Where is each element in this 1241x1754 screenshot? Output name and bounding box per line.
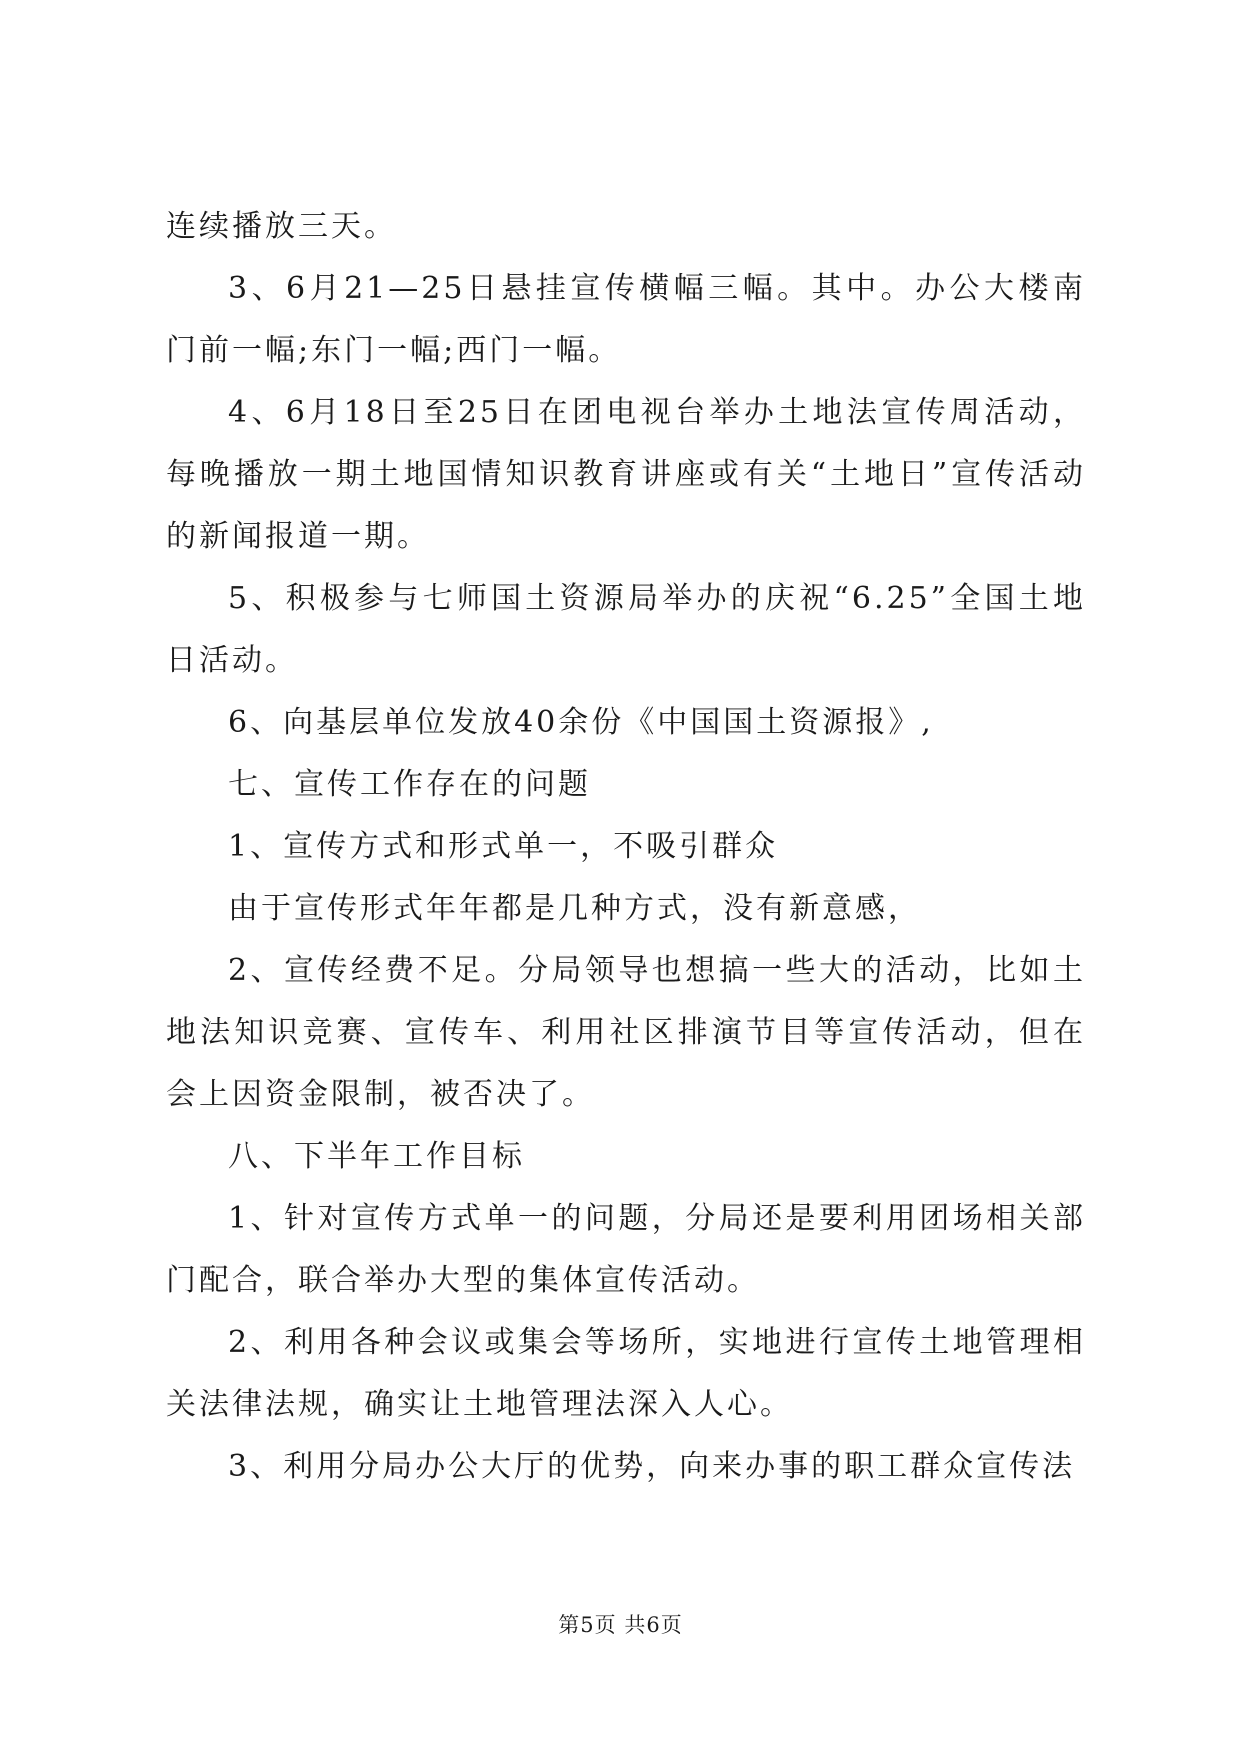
paragraph-1: 连续播放三天。	[166, 209, 397, 244]
section-heading-8: 八、下半年工作目标	[228, 1139, 525, 1174]
paragraph-4: 5、积极参与七师国土资源局举办的庆祝“6.25”全国土地日活动。	[166, 581, 1086, 678]
page-footer: 第5页 共6页	[558, 1613, 683, 1637]
paragraph-5: 6、向基层单位发放40余份《中国国土资源报》,	[228, 705, 934, 740]
paragraph-13: 3、利用分局办公大厅的优势，向来办事的职工群众宣传法	[228, 1449, 1076, 1484]
paragraph-3: 4、6月18日至25日在团电视台举办土地法宣传周活动，每晚播放一期土地国情知识教育讲座或有关“土地日”宣传活动的新闻报道一期。	[166, 395, 1086, 554]
paragraph-2: 3、6月21—25日悬挂宣传横幅三幅。其中。办公大楼南门前一幅;东门一幅;西门一幅。	[166, 271, 1086, 368]
document-body	[166, 196, 1086, 1498]
section-heading-7: 七、宣传工作存在的问题	[228, 767, 591, 802]
paragraph-9: 2、宣传经费不足。分局领导也想搞一些大的活动，比如土地法知识竞赛、宣传车、利用社区排演节目等宣传活动，但在会上因资金限制，被否决了。	[166, 953, 1086, 1112]
paragraph-11: 1、针对宣传方式单一的问题，分局还是要利用团场相关部门配合，联合举办大型的集体宣传活动。	[166, 1201, 1086, 1298]
paragraph-12: 2、利用各种会议或集会等场所，实地进行宣传土地管理相关法律法规，确实让土地管理法深入人心。	[166, 1325, 1086, 1422]
paragraph-8: 由于宣传形式年年都是几种方式，没有新意感，	[228, 891, 921, 926]
paragraph-7: 1、宣传方式和形式单一，不吸引群众	[228, 829, 779, 864]
